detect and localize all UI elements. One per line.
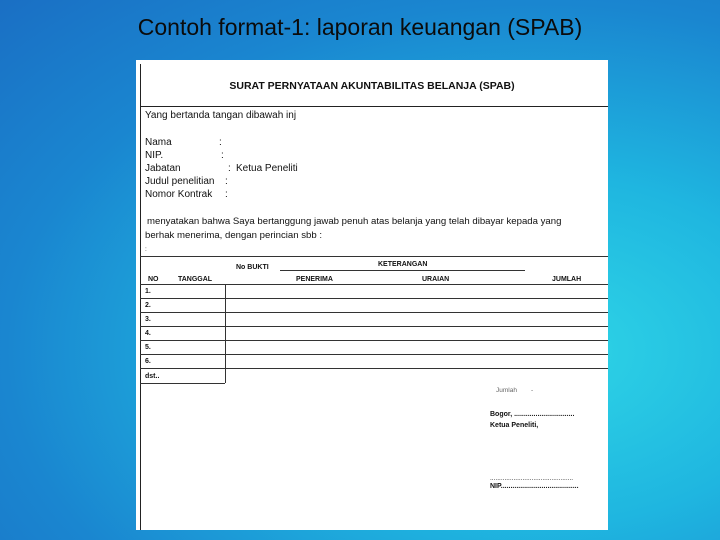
colon-mark: : xyxy=(145,246,147,253)
statement-line-1: menyatakan bahwa Saya bertanggung jawab penuh atas belanja yang telah dibayar kepada yang xyxy=(147,216,562,227)
field-judul-sep: : xyxy=(225,176,228,187)
field-kontrak-sep: : xyxy=(225,189,228,200)
field-jabatan-label: Jabatan xyxy=(145,163,181,174)
header-tanggal: TANGGAL xyxy=(178,276,213,283)
row-rule xyxy=(140,354,608,355)
table-bottom-rule xyxy=(140,383,225,384)
header-penerima: PENERIMA xyxy=(296,276,333,283)
row-rule xyxy=(140,312,608,313)
field-nip-label: NIP. xyxy=(145,150,164,161)
total-sep: - xyxy=(531,387,534,394)
row-rule xyxy=(140,368,608,369)
table-top-rule xyxy=(140,256,608,257)
slide-title: Contoh format-1: laporan keuangan (SPAB) xyxy=(137,14,583,40)
table-row: 6. xyxy=(145,358,151,365)
field-nip-sep: : xyxy=(221,150,224,161)
header-no: NO xyxy=(148,276,159,283)
table-row: 4. xyxy=(145,330,151,337)
header-keterangan: KETERANGAN xyxy=(378,261,428,268)
field-nama-sep: : xyxy=(219,137,222,148)
document-title: SURAT PERNYATAAN AKUNTABILITAS BELANJA (SPAB) xyxy=(229,80,515,92)
total-label: Jumlah xyxy=(496,387,517,394)
statement-line-2: berhak menerima, dengan perincian sbb : xyxy=(145,230,323,241)
table-row: 3. xyxy=(145,316,151,323)
document-page xyxy=(136,60,608,530)
table-row: dst.. xyxy=(145,373,160,380)
row-rule xyxy=(140,298,608,299)
signer-role: Ketua Peneliti, xyxy=(490,422,539,429)
col-divider xyxy=(225,284,226,383)
field-nama-label: Nama xyxy=(145,137,172,148)
field-kontrak-label: Nomor Kontrak xyxy=(145,189,213,200)
table-header-rule xyxy=(140,284,608,285)
title-rule xyxy=(140,106,608,107)
nip-line: NIP........................................ xyxy=(490,483,579,490)
row-rule xyxy=(140,340,608,341)
header-uraian: URAIAN xyxy=(422,276,450,283)
header-no-bukti: No BUKTI xyxy=(236,264,269,271)
left-border xyxy=(140,64,141,530)
intro-text: Yang bertanda tangan dibawah inj xyxy=(145,110,297,121)
table-row: 1. xyxy=(145,288,151,295)
header-jumlah: JUMLAH xyxy=(552,276,582,283)
row-rule xyxy=(140,326,608,327)
place-date: Bogor, ............................... xyxy=(490,411,575,418)
table-row: 5. xyxy=(145,344,151,351)
field-judul-label: Judul penelitian xyxy=(145,176,215,187)
keterangan-rule xyxy=(280,270,525,271)
field-jabatan-value: Ketua Peneliti xyxy=(236,163,298,174)
table-row: 2. xyxy=(145,302,151,309)
field-jabatan-sep: : xyxy=(228,163,231,174)
signature-line: .............................................. xyxy=(490,475,574,482)
